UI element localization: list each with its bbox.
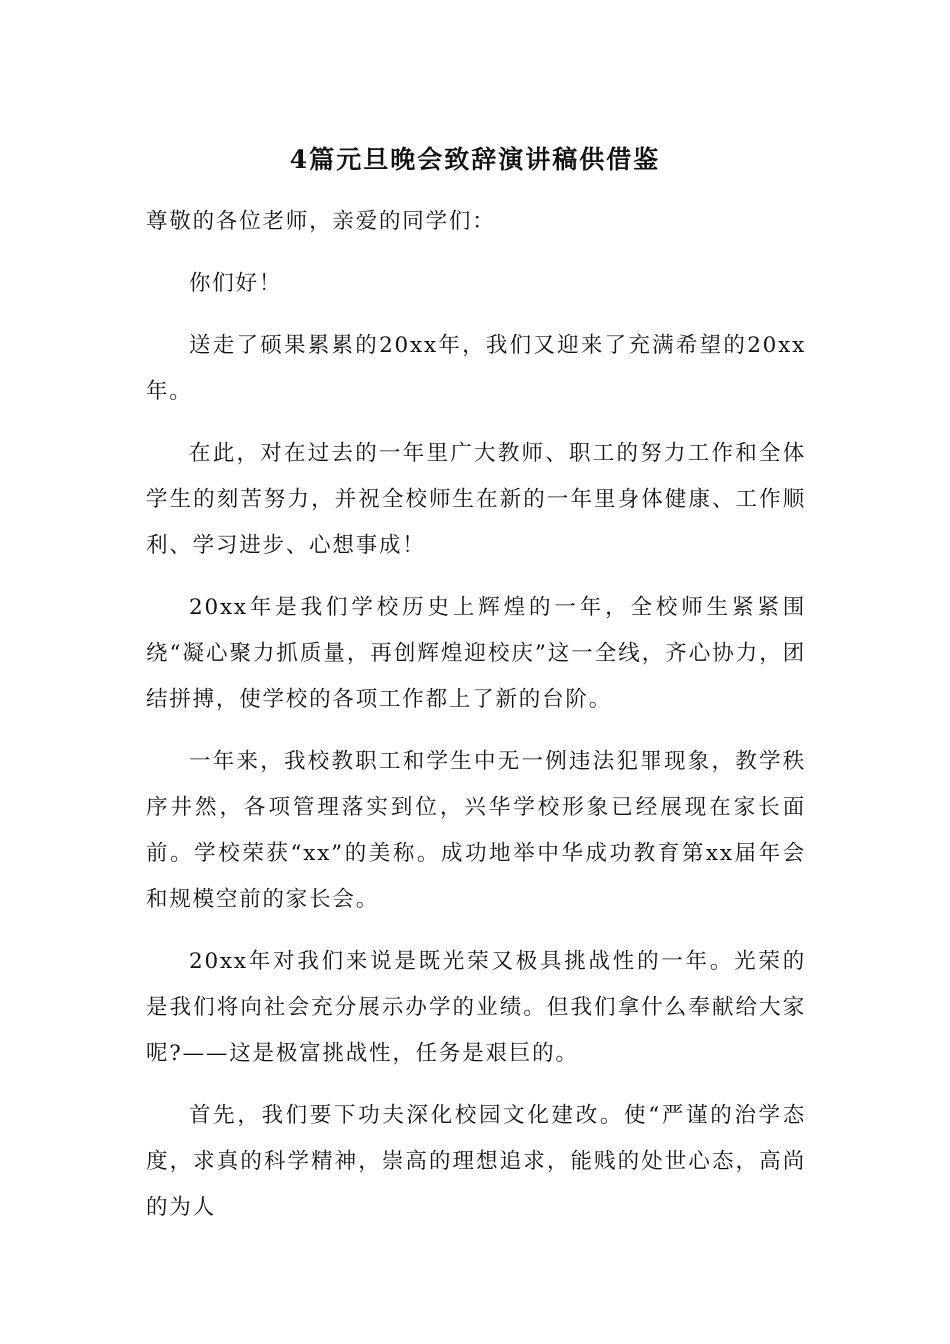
body-paragraph: 20xx年对我们来说是既光荣又极具挑战性的一年。光荣的是我们将向社会充分展示办学的业绩。但我们拿什么奉献给大家呢?——这是极富挑战性，任务是艰巨的。 <box>146 949 806 1066</box>
document-body <box>146 199 806 1247</box>
body-paragraph: 一年来，我校教职工和学生中无一例违法犯罪现象，教学秩序井然，各项管理落实到位，兴华学校形象已经展现在家长面前。学校荣获“xx”的美称。成功地举中华成功教育第xx届年会和规模空前的家长会。 <box>146 749 806 912</box>
body-paragraph: 送走了硕果累累的20xx年，我们又迎来了充满希望的20xx年。 <box>146 333 806 404</box>
body-paragraph: 在此，对在过去的一年里广大教师、职工的努力工作和全体学生的刻苦努力，并祝全校师生在新的一年里身体健康、工作顺利、学习进步、心想事成！ <box>146 441 806 558</box>
salutation: 尊敬的各位老师，亲爱的同学们： <box>146 209 496 234</box>
document-title: 4篇元旦晚会致辞演讲稿供借鉴 <box>289 145 661 174</box>
body-paragraph: 首先，我们要下功夫深化校园文化建改。使“严谨的治学态度，求真的科学精神，崇高的理想追求，能贱的处世心态，高尚的为人 <box>146 1103 806 1220</box>
body-paragraph: 20xx年是我们学校历史上辉煌的一年，全校师生紧紧围绕“凝心聚力抓质量，再创辉煌迎校庆”这一全线，齐心协力，团结拼搏，使学校的各项工作都上了新的台阶。 <box>146 595 806 712</box>
greeting-paragraph: 你们好！ <box>189 271 283 296</box>
